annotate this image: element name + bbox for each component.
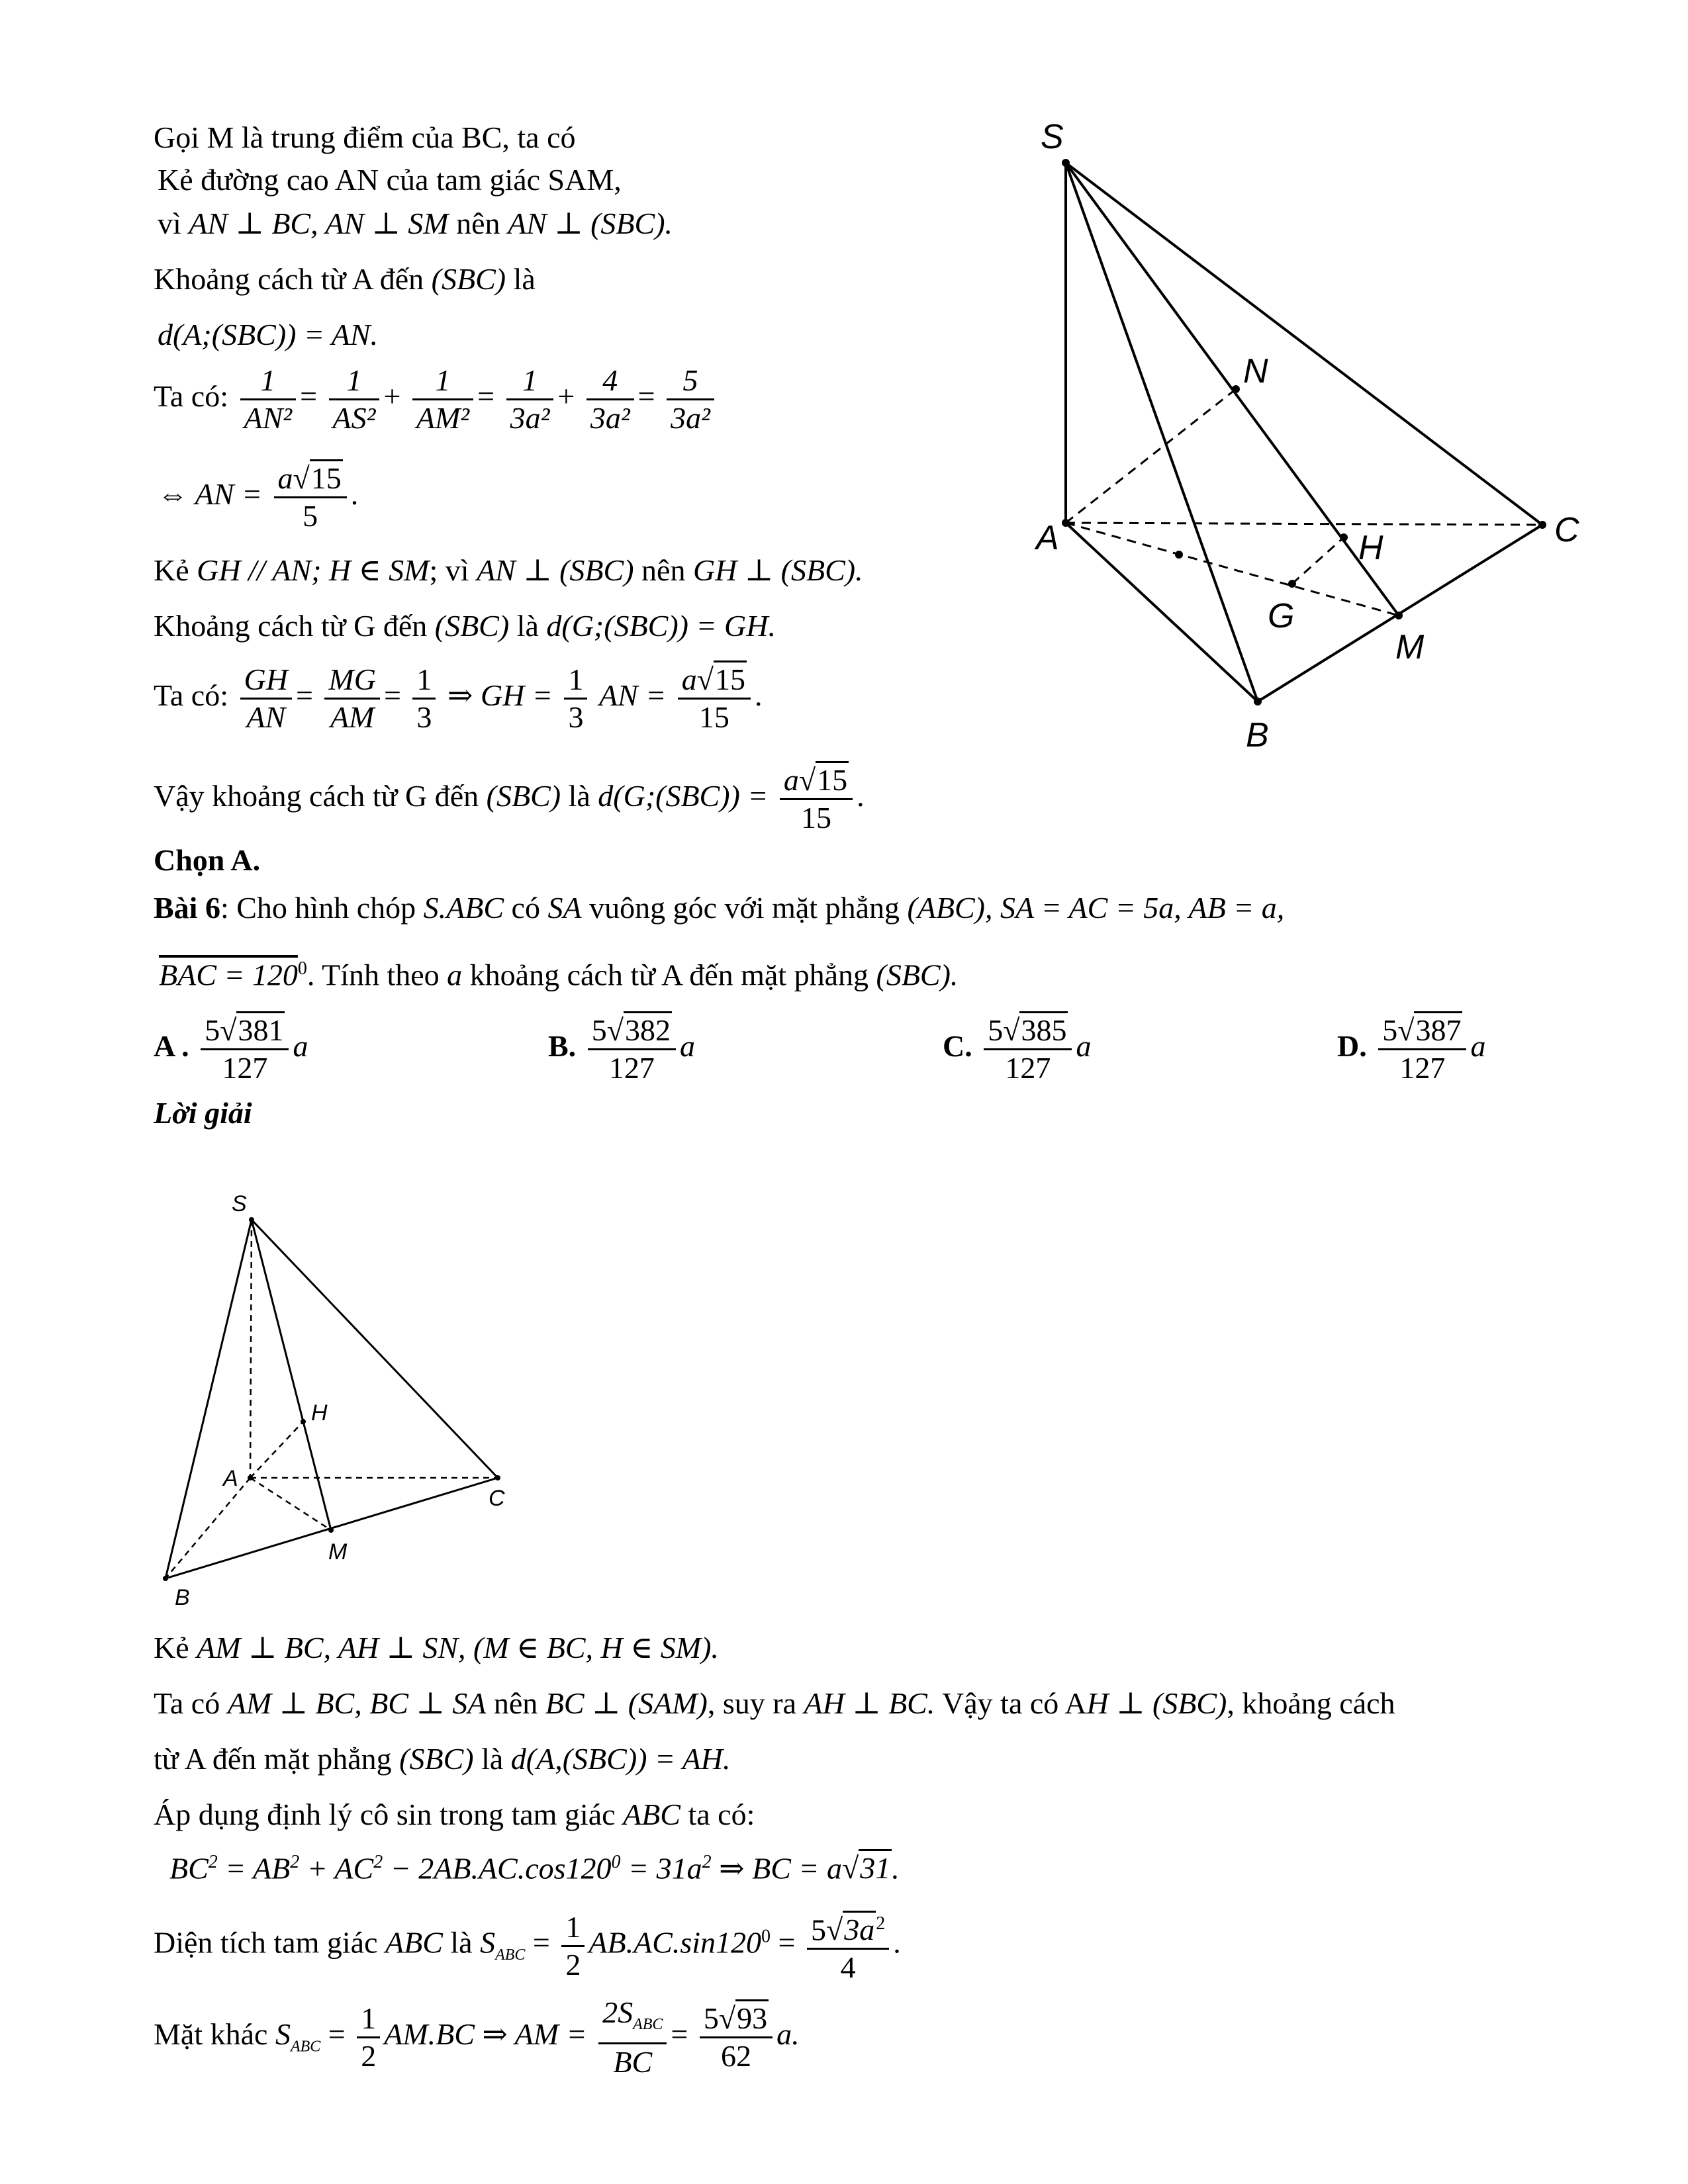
equation-line: Ta có: $\frac{1}{\text{AN²}}$ = $\frac{1}{\text{AS²}}$ + $\frac{1}{\text{AM²}}$ = $\frac{1}{\text{3a²}}$ + $\frac{4}{\text{3a²}}$ = $\frac{5}{\text{3a²}}$	[154, 363, 718, 436]
answer-choice: Chọn A.	[154, 843, 261, 877]
point-a	[1062, 519, 1070, 527]
formula-line: Diện tích tam giác ABC là $S_{ABC}$ = $\frac{1}{2}$ $AB.AC.\sin 120^0$ = $\frac{5√3a^2}{4}$ .	[154, 1906, 901, 1985]
edge-sc	[1066, 163, 1542, 525]
edge-ac-hidden	[1066, 523, 1542, 525]
label-b: B	[175, 1585, 190, 1610]
point-g	[1288, 580, 1296, 588]
point-h	[1340, 533, 1348, 541]
text-line: Vậy khoảng cách từ G đến (SBC) là d(G;(SBC)) = $\frac{a√15}{15}$ .	[154, 762, 865, 836]
formula-line: d(A;(SBC)) = AN.	[158, 318, 378, 351]
edge-sc	[252, 1220, 498, 1478]
point-s	[1062, 159, 1070, 167]
label-a: A	[223, 1466, 238, 1491]
text-line: Khoảng cách từ A đến (SBC) là	[154, 262, 536, 296]
text-line: Kẻ AM ⊥ BC, AH ⊥ SN, (M ∈ BC, H ∈ SM).	[154, 1631, 719, 1664]
label-s: S	[1041, 118, 1064, 156]
pyramid-figure-1	[1019, 106, 1602, 761]
point-c	[1538, 521, 1546, 529]
label-c: C	[489, 1486, 505, 1511]
point-n	[1232, 385, 1240, 393]
point-c	[495, 1475, 500, 1480]
edge-sa-hidden	[250, 1220, 252, 1478]
label-h: H	[1358, 529, 1383, 567]
point-h	[301, 1419, 306, 1424]
edge-sb	[165, 1220, 252, 1578]
equation-line: ⇔ AN = $\frac{a√15}{5}$ .	[158, 461, 358, 534]
label-m: M	[1395, 628, 1425, 666]
formula-line: Mặt khác $S_{ABC}$ = $\frac{1}{2}$ AM.BC ⇒ AM = $\frac{2S_{ABC}}{BC}$ = $\frac{5√93}{62}$ a.	[154, 1995, 800, 2079]
text-line: Áp dụng định lý cô sin trong tam giác ABC ta có:	[154, 1797, 755, 1831]
label-c: C	[1554, 511, 1579, 549]
point-m	[328, 1527, 334, 1533]
point-s	[249, 1217, 254, 1222]
point-m	[1395, 612, 1403, 619]
text-line: Kẻ đường cao AN của tam giác SAM,	[158, 163, 622, 197]
point-b	[163, 1576, 168, 1581]
label-b: B	[1246, 716, 1269, 754]
equation-line: Ta có: $\frac{GH}{AN}$ = $\frac{MG}{AM}$ = $\frac{1}{3}$ ⇒ GH = $\frac{1}{3}$ AN = $\frac{a√15}{15}$ .	[154, 662, 763, 735]
label-s: S	[232, 1191, 247, 1216]
label-a: A	[1036, 519, 1059, 557]
option-b[interactable]: B. $\frac{5√382}{127}$ a	[548, 1013, 695, 1086]
option-d[interactable]: D. $\frac{5√387}{127}$ a	[1337, 1013, 1485, 1086]
segment-gh	[1292, 537, 1344, 584]
segment-an	[1066, 389, 1236, 523]
text-line: Ta có AM ⊥ BC, BC ⊥ SA nên BC ⊥ (SAM), suy ra AH ⊥ BC. Vậy ta có AH ⊥ (SBC), khoảng cách	[154, 1686, 1395, 1720]
option-c[interactable]: C. $\frac{5√385}{127}$ a	[943, 1013, 1091, 1086]
label-m: M	[328, 1539, 348, 1565]
label-g: G	[1268, 597, 1295, 635]
text-line: từ A đến mặt phẳng (SBC) là d(A,(SBC)) = AH.	[154, 1742, 731, 1776]
point-a	[248, 1475, 253, 1480]
pyramid-figure-2	[146, 1178, 530, 1615]
formula-line: $BC^2 = AB^2 + AC^2 - 2AB.AC.\cos 120^0 = 31a^2$ ⇒ BC = a√31.	[169, 1844, 900, 1887]
segment-ah	[250, 1422, 303, 1478]
label-h: H	[311, 1400, 328, 1426]
text-line: Khoảng cách từ G đến (SBC) là d(G;(SBC)) = GH.	[154, 609, 776, 643]
problem-statement: Bài 6: Cho hình chóp S.ABC có SA vuông góc với mặt phẳng (ABC), SA = AC = 5a, AB = a,	[154, 891, 1285, 925]
label-n: N	[1243, 352, 1268, 390]
option-a[interactable]: A . $\frac{5√381}{127}$ a	[154, 1013, 308, 1086]
text-line: Gọi M là trung điểm của BC, ta có	[154, 120, 576, 154]
point-mid-am	[1175, 551, 1183, 559]
edge-sb	[1066, 163, 1258, 702]
edge-sm	[252, 1220, 331, 1530]
point-b	[1254, 698, 1262, 705]
text-line: Kẻ GH // AN; H ∈ SM; vì AN ⊥ (SBC) nên GH ⊥ (SBC).	[154, 553, 863, 587]
problem-statement: BAC = $120^0$. Tính theo a khoảng cách từ A đến mặt phẳng (SBC).	[159, 958, 959, 992]
text-line: vì AN ⊥ BC, AN ⊥ SM nên AN ⊥ (SBC).	[158, 206, 673, 240]
solution-heading: Lời giải	[154, 1096, 252, 1130]
